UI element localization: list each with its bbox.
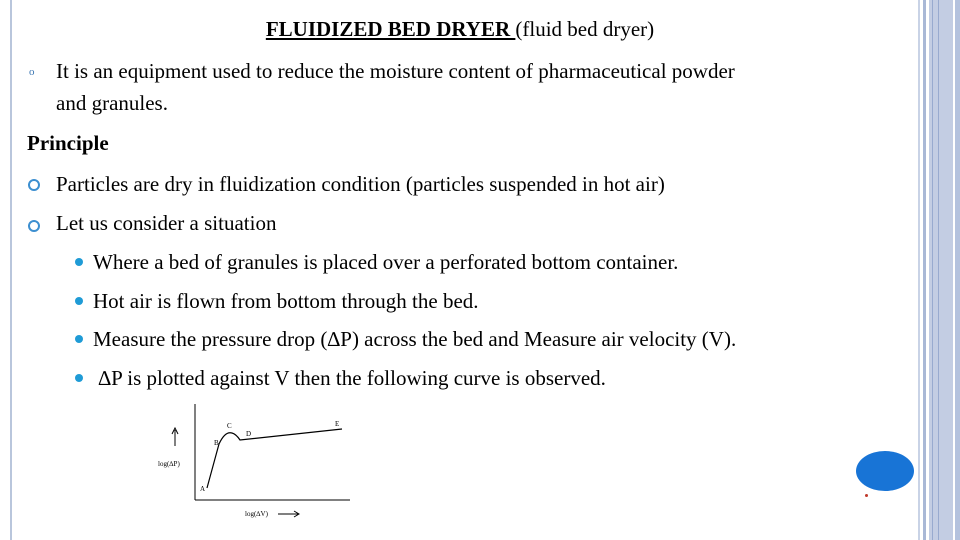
principle-heading: Principle xyxy=(27,131,109,155)
point-label-a: A xyxy=(200,485,206,493)
intro-line-1: It is an equipment used to reduce the moisture content of pharmaceutical powder xyxy=(56,59,735,83)
left-frame-line xyxy=(10,0,12,540)
x-axis-label: log(∆V) xyxy=(245,510,268,518)
circle-bullet-icon: o xyxy=(29,66,35,78)
dot-bullet-icon xyxy=(75,258,83,266)
right-decorative-stripes xyxy=(918,0,960,540)
title-main: FLUIDIZED BED DRYER xyxy=(265,17,516,41)
red-dot-mark xyxy=(865,494,868,497)
point-label-e: E xyxy=(335,420,340,428)
pressure-velocity-chart xyxy=(150,396,350,526)
bullet-item: Let us consider a situation xyxy=(56,211,277,235)
dot-bullet-icon xyxy=(75,374,83,382)
sub-bullet-item: ∆P is plotted against V then the following curve is observed. xyxy=(93,366,606,390)
sub-bullet-item: Measure the pressure drop (∆P) across the bed and Measure air velocity (V). xyxy=(93,327,737,351)
sub-bullet-item: Hot air is flown from bottom through the bed. xyxy=(93,289,479,313)
ring-bullet-icon xyxy=(28,179,40,191)
blue-oval-shape xyxy=(856,451,914,491)
point-label-d: D xyxy=(246,430,252,438)
bullet-item: Particles are dry in fluidization condition (particles suspended in hot air) xyxy=(56,172,665,196)
title-sub: (fluid bed dryer) xyxy=(515,17,655,41)
intro-line-2: and granules. xyxy=(56,91,168,115)
y-axis-label: log(∆P) xyxy=(158,460,180,468)
dot-bullet-icon xyxy=(75,335,83,343)
dot-bullet-icon xyxy=(75,297,83,305)
sub-bullet-item: Where a bed of granules is placed over a perforated bottom container. xyxy=(93,250,679,274)
slide-title xyxy=(0,17,920,42)
fluidization-curve xyxy=(207,429,342,488)
point-label-c: C xyxy=(227,422,232,430)
point-label-b: B xyxy=(214,439,219,447)
ring-bullet-icon xyxy=(28,220,40,232)
